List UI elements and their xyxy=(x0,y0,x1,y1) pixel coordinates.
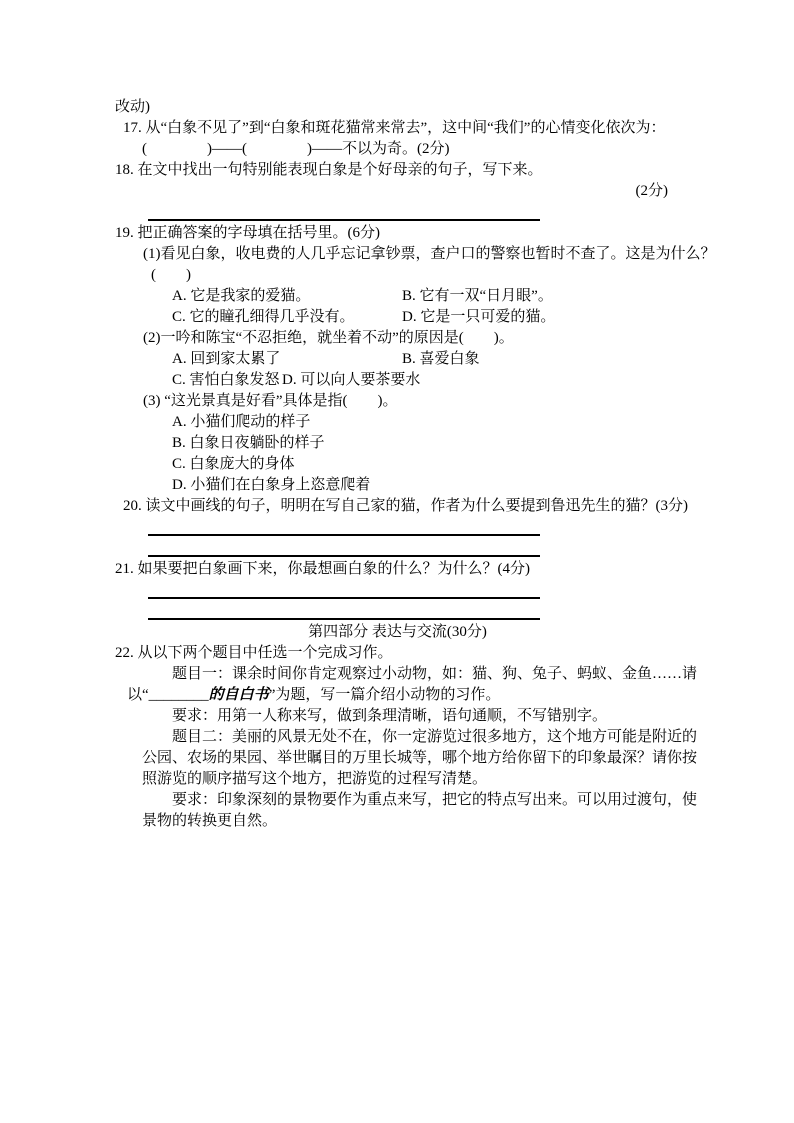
q19-sub1-options-cd xyxy=(115,307,680,328)
q19-sub3-stem: (3) “这光景真是好看”具体是指( )。 xyxy=(143,393,398,409)
q22-stem: 22. 从以下两个题目中任选一个完成习作。 xyxy=(115,645,393,661)
q19-sub1-option-c: C. 它的瞳孔细得几乎没有。 xyxy=(172,309,355,325)
q19-sub1-option-b: B. 它有一双“日月眼”。 xyxy=(402,288,553,304)
q19-sub1-stem: (1)看见白象，收电费的人几乎忘记拿钞票，查户口的警察也暂时不查了。这是为什么？ xyxy=(143,246,716,262)
q22-topic1-requirement: 要求：用第一人称来写，做到条理清晰，语句通顺，不写错别字。 xyxy=(172,708,608,724)
q20-answer-line-1 xyxy=(148,517,540,536)
prefix-fragment: 改动) xyxy=(115,99,150,115)
q19-sub2-options-ab xyxy=(115,349,680,370)
q20-answer-row-2 xyxy=(115,538,680,559)
q19-sub3-option-a: A. 小猫们爬动的样子 xyxy=(172,414,311,430)
q22-topic1-line2 xyxy=(115,685,680,706)
q19-sub1-options-ab xyxy=(115,286,680,307)
q19-sub2-option-b: B. 喜爱白象 xyxy=(402,351,480,367)
q17-stem: 17. 从“白象不见了”到“白象和斑花猫常来常去”，这中间“我们”的心情变化依次为： xyxy=(123,120,666,136)
q18-stem: 18. 在文中找出一句特别能表现白象是个好母亲的句子，写下来。 xyxy=(115,162,543,178)
q19-sub2-options-cd xyxy=(115,370,680,391)
q21-answer-line-2 xyxy=(148,601,540,620)
q22-topic2-line2: 公园、农场的果园、举世瞩目的万里长城等，哪个地方给你留下的印象最深？请你按 xyxy=(142,750,698,766)
q19-sub2-option-d: D. 可以向人要茶要水 xyxy=(282,372,421,388)
section4-heading: 第四部分 表达与交流(30分) xyxy=(308,624,487,640)
q19-sub2-option-c: C. 害怕白象发怒 xyxy=(172,372,280,388)
q22-topic2-requirement-line1: 要求：印象深刻的景物要作为重点来写，把它的特点写出来。可以用过渡句，使 xyxy=(172,792,698,808)
q17-answer-blanks: ( )——( )——不以为奇。(2分) xyxy=(142,141,450,157)
exam-content xyxy=(115,97,716,832)
q22-topic1-title: 的自白书 xyxy=(208,687,269,703)
q20-stem: 20. 读文中画线的句子，明明在写自己家的猫，作者为什么要提到鲁迅先生的猫？(3分) xyxy=(123,498,688,514)
q21-answer-row-1 xyxy=(115,580,680,601)
q21-answer-line-1 xyxy=(148,580,540,599)
q22-topic1-title-suffix: ”为题，写一篇介绍小动物的习作。 xyxy=(268,687,501,703)
q19-sub1-option-a: A. 它是我家的爱猫。 xyxy=(172,288,311,304)
q21-stem: 21. 如果要把白象画下来，你最想画白象的什么？为什么？(4分) xyxy=(115,561,530,577)
q19-sub2-option-a: A. 回到家太累了 xyxy=(172,351,281,367)
q19-sub3-option-d: D. 小猫们在白象身上恣意爬着 xyxy=(172,477,371,493)
q19-sub2-stem: (2)一吟和陈宝“不忍拒绝，就坐着不动”的原因是( )。 xyxy=(143,330,514,346)
q22-topic2-requirement-line2: 景物的转换更自然。 xyxy=(142,813,278,829)
q18-score: (2分) xyxy=(635,183,668,199)
q19-sub1-option-d: D. 它是一只可爱的猫。 xyxy=(402,309,556,325)
q22-topic1-line1: 题目一：课余时间你肯定观察过小动物，如：猫、狗、兔子、蚂蚁、金鱼……请 xyxy=(172,666,698,682)
q19-sub3-option-c: C. 白象庞大的身体 xyxy=(172,456,295,472)
q21-answer-row-2 xyxy=(115,601,680,622)
q18-answer-row xyxy=(115,202,680,223)
q22-topic1-title-prefix: 以“________ xyxy=(127,687,209,703)
q19-sub1-bracket: ( ) xyxy=(151,267,191,283)
q20-answer-line-2 xyxy=(148,538,540,557)
q19-stem: 19. 把正确答案的字母填在括号里。(6分) xyxy=(115,225,380,241)
q22-topic2-line3: 照游览的顺序描写这个地方，把游览的过程写清楚。 xyxy=(142,771,488,787)
q22-topic2-line1: 题目二：美丽的风景无处不在，你一定游览过很多地方，这个地方可能是附近的 xyxy=(172,729,698,745)
q19-sub3-option-b: B. 白象日夜躺卧的样子 xyxy=(172,435,325,451)
q20-answer-row-1 xyxy=(115,517,680,538)
q18-answer-line xyxy=(148,202,540,221)
